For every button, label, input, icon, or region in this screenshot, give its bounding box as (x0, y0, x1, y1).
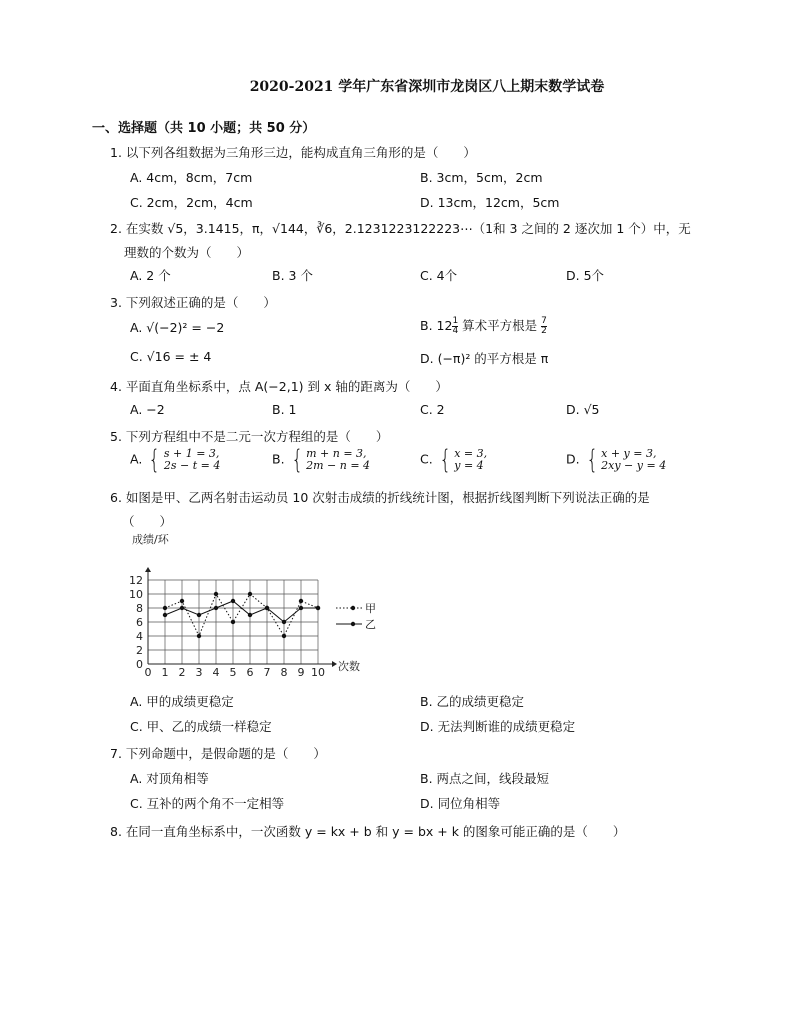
data-point (197, 634, 201, 638)
question-3-option-c: C. √16 = ± 4 (130, 349, 212, 364)
legend-marker (351, 622, 355, 626)
option-b-middle: 算术平方根是 (462, 318, 538, 333)
x-axis-label: 次数 (338, 660, 360, 673)
x-tick-label: 5 (229, 666, 237, 679)
equation-line-2: 2m − n = 4 (306, 459, 371, 472)
question-4-option-a: A. −2 (130, 402, 165, 417)
data-point (231, 620, 235, 624)
question-6-option-a: A. 甲的成绩更稳定 (130, 694, 234, 709)
y-axis-label: 成绩/环 (132, 533, 169, 546)
data-point (197, 613, 201, 617)
x-axis-arrow (332, 661, 337, 667)
data-point (214, 606, 218, 610)
equation-line-2: y = 4 (454, 459, 484, 472)
question-1-option-c: C. 2cm，2cm，4cm (130, 195, 253, 210)
question-5-option-b (272, 445, 371, 475)
question-5-option-d (566, 445, 667, 475)
fraction-denominator: 2 (541, 326, 547, 336)
question-1-option-b: B. 3cm，5cm，2cm (420, 170, 543, 185)
x-tick-label: 4 (212, 666, 220, 679)
equation-line-1: x + y = 3, (601, 447, 657, 460)
question-5-stem: 5. 下列方程组中不是二元一次方程组的是（ ） (110, 429, 389, 444)
data-point (214, 592, 218, 596)
data-point (282, 620, 286, 624)
question-4-option-d: D. √5 (566, 402, 600, 417)
data-point (180, 599, 184, 603)
question-2-stem: 2. 在实数 √5，3.1415，π，√144，∛6，2.1231223122223⋯（1和 3 之间的 2 逐次加 1 个）中，无 (110, 221, 691, 236)
mixed-numerator: 1 (452, 316, 459, 326)
question-6-option-c: C. 甲、乙的成绩一样稳定 (130, 719, 272, 734)
question-3-stem: 3. 下列叙述正确的是（ ） (110, 295, 276, 310)
data-point (265, 606, 269, 610)
question-5-option-a (130, 445, 221, 475)
brace: { (148, 445, 161, 475)
x-tick-label: 6 (246, 666, 254, 679)
question-7-option-d: D. 同位角相等 (420, 796, 501, 811)
data-point (248, 592, 252, 596)
data-point (282, 634, 286, 638)
equation-system (584, 445, 667, 475)
page-title: 2020-2021 学年广东省深圳市龙岗区八上期末数学试卷 (249, 79, 605, 95)
x-tick-label: 2 (178, 666, 186, 679)
data-point (180, 606, 184, 610)
option-label: D. (566, 451, 580, 467)
y-tick-label: 0 (136, 658, 143, 671)
section-heading: 一、选择题（共 10 小题；共 50 分） (92, 121, 316, 136)
legend-label: 甲 (365, 602, 376, 615)
data-point (163, 606, 167, 610)
brace: { (291, 445, 303, 475)
question-6-stem-line2: （ ） (122, 514, 173, 529)
x-tick-label: 0 (144, 666, 152, 679)
data-point (299, 606, 303, 610)
mixed-denominator: 4 (452, 326, 459, 336)
y-tick-label: 8 (136, 602, 143, 615)
y-tick-label: 6 (136, 616, 143, 629)
equation-system (289, 445, 371, 475)
fraction-numerator: 7 (541, 316, 547, 326)
series-line-2 (165, 601, 318, 622)
answer-fraction (541, 317, 547, 336)
y-tick-label: 12 (129, 574, 143, 587)
data-point (299, 599, 303, 603)
x-tick-label: 7 (263, 666, 271, 679)
equation-line-2: 2xy − y = 4 (601, 459, 667, 472)
question-1-stem: 1. 以下列各组数据为三角形三边，能构成直角三角形的是（ ） (110, 145, 476, 160)
series-line-1 (165, 594, 318, 636)
question-4-option-b: B. 1 (272, 402, 297, 417)
question-3-option-d: D. (−π)² 的平方根是 π (420, 351, 549, 366)
question-6-option-d: D. 无法判断谁的成绩更稳定 (420, 719, 576, 734)
equation-system (437, 445, 488, 475)
x-tick-label: 8 (280, 666, 288, 679)
brace: { (439, 445, 451, 475)
mixed-fraction (452, 317, 458, 336)
legend-label: 乙 (365, 618, 376, 631)
question-8-stem: 8. 在同一直角坐标系中，一次函数 y = kx + b 和 y = bx + k 的图象可能正确的是（ ） (110, 824, 626, 839)
equation-line-2: 2s − t = 4 (163, 459, 221, 472)
y-tick-label: 10 (129, 588, 143, 601)
question-2-option-c: C. 4个 (420, 268, 458, 283)
y-tick-label: 2 (136, 644, 143, 657)
x-tick-label: 9 (297, 666, 305, 679)
x-tick-label: 3 (195, 666, 203, 679)
question-1-option-a: A. 4cm，8cm，7cm (130, 170, 253, 185)
question-1-option-d: D. 13cm，12cm，5cm (420, 195, 560, 210)
option-b-prefix: B. 12 (420, 318, 453, 333)
option-label: C. (420, 451, 433, 467)
legend-marker (351, 606, 355, 610)
data-point (163, 613, 167, 617)
option-label: A. (130, 451, 143, 467)
question-7-option-a: A. 对顶角相等 (130, 771, 209, 786)
question-7-stem: 7. 下列命题中，是假命题的是（ ） (110, 746, 326, 761)
question-3-option-b (420, 316, 547, 336)
question-2-option-b: B. 3 个 (272, 268, 313, 283)
brace: { (586, 445, 598, 475)
question-4-stem: 4. 平面直角坐标系中，点 A(−2,1) 到 x 轴的距离为（ ） (110, 379, 448, 394)
question-4-option-c: C. 2 (420, 402, 445, 417)
x-tick-label: 1 (161, 666, 169, 679)
question-6-option-b: B. 乙的成绩更稳定 (420, 694, 525, 709)
y-axis-arrow (145, 567, 151, 572)
equation-line-1: s + 1 = 3, (163, 447, 220, 460)
question-6-stem: 6. 如图是甲、乙两名射击运动员 10 次射击成绩的折线统计图，根据折线图判断下列说法正确的是 (110, 490, 650, 505)
question-3-option-a: A. √(−2)² = −2 (130, 320, 225, 335)
question-2-option-d: D. 5个 (566, 268, 605, 283)
question-7-option-c: C. 互补的两个角不一定相等 (130, 796, 285, 811)
equation-line-1: x = 3, (454, 447, 488, 460)
question-7-option-b: B. 两点之间，线段最短 (420, 771, 550, 786)
data-point (316, 606, 320, 610)
equation-system (146, 445, 221, 475)
line-chart (118, 530, 378, 680)
question-2-stem-line2: 理数的个数为（ ） (124, 245, 250, 260)
option-label: B. (272, 451, 285, 467)
x-tick-label: 10 (311, 666, 325, 679)
question-2-option-a: A. 2 个 (130, 268, 171, 283)
data-point (248, 613, 252, 617)
data-point (231, 599, 235, 603)
y-tick-label: 4 (136, 630, 143, 643)
equation-line-1: m + n = 3, (306, 447, 367, 460)
question-5-option-c (420, 445, 488, 475)
